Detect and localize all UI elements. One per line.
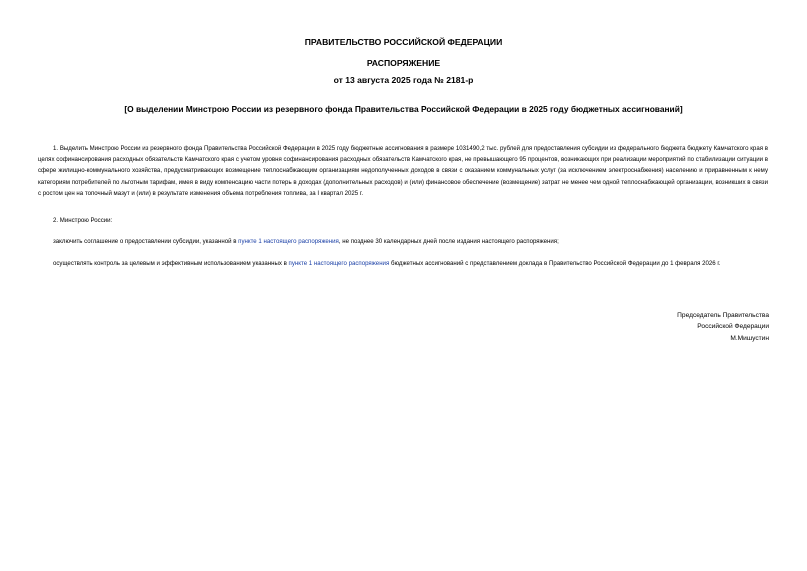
- paragraph-2: 2. Минстрою России:: [53, 217, 113, 224]
- government-heading: ПРАВИТЕЛЬСТВО РОССИЙСКОЙ ФЕДЕРАЦИИ: [304, 37, 503, 47]
- paragraph-4-text-after: бюджетных ассигнований с представлением доклада в Правительство Российской Федерации до 1 февраля 2026 г.: [389, 260, 721, 267]
- signature-name: М.Мишустин: [730, 334, 769, 342]
- signature-block: [677, 310, 769, 344]
- paragraph-3-text-before: заключить соглашение о предоставлении субсидии, указанной в: [53, 238, 239, 245]
- signature-organization: Российской Федерации: [697, 323, 769, 331]
- paragraph-3-link[interactable]: пункте 1 настоящего распоряжения: [238, 238, 339, 245]
- signature-position: Председатель Правительства: [677, 312, 769, 319]
- paragraph-4-text-before: осуществлять контроль за целевым и эффективным использованием указанных в: [53, 260, 289, 267]
- paragraph-4-link[interactable]: пункте 1 настоящего распоряжения: [288, 260, 390, 267]
- document-date-number: от 13 августа 2025 года № 2181-р: [333, 75, 474, 85]
- document-title: [О выделении Минстрою России из резервного фонда Правительства Российской Федерации в 2025 году бюджетных ассигнований]: [124, 104, 683, 114]
- paragraph-1: 1. Выделить Минстрою России из резервного фонда Правительства Российской Федерации в 2025 году бюджетные ассигнования в размере 1031490,2 тыс. рублей для предоставления субсидии из федерального бюджета бюджету Камчатского края в целях софинансирования расходных обязательств Камчатского края с учетом уровня софинансирования расходных обязательств Камчатского края, не превышающего 95 процентов, возникающих при реализации мероприятий по стабилизации ситуации в сфере жилищно-коммунального хозяйства, предусматривающих возмещение теплоснабжающим организациям недополученных доходов в связи с оказанием коммунальных услуг (за исключением электроснабжения) населению и приравненным к нему категориям потребителей по льготным тарифам, имея в виду компенсацию части потерь в доходах (дополнительных расходов) и (или) финансовое обеспечение (возмещение) затрат не менее чем одной теплоснабжающей организации, возникших в связи с ростом цен на топочный мазут и (или) в результате изменения объема потребления топлива, за I квартал 2025 г.: [38, 145, 768, 197]
- paragraph-3-text-after: , не позднее 30 календарных дней после издания настоящего распоряжения;: [338, 238, 559, 245]
- document-type-heading: РАСПОРЯЖЕНИЕ: [366, 58, 441, 68]
- paragraph-4: [38, 258, 768, 269]
- paragraph-3: [38, 236, 768, 247]
